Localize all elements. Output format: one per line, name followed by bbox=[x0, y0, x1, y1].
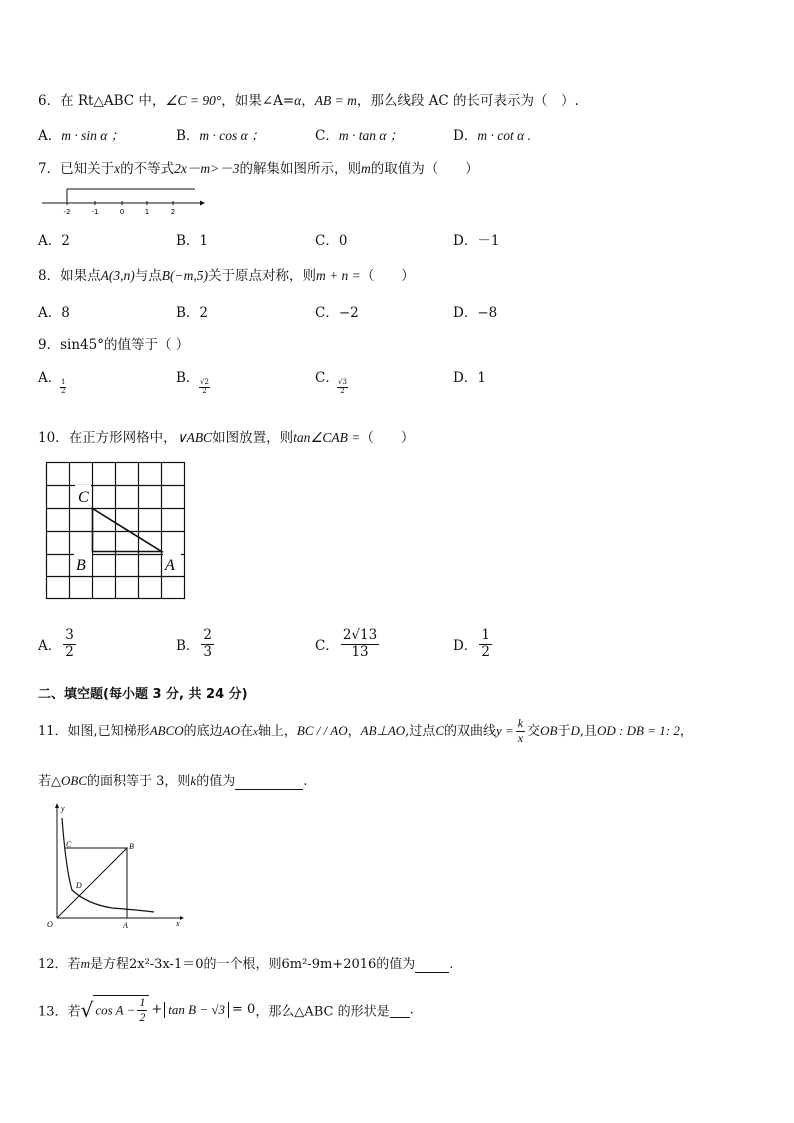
question-11-line2: 若△OBC的面积等于 3，则k的值为 . bbox=[38, 773, 308, 789]
section-heading-fill-blank: 二、填空题(每小题 3 分, 共 24 分) bbox=[38, 687, 248, 702]
label-c: C bbox=[78, 489, 89, 506]
answer-blank-12[interactable] bbox=[415, 957, 449, 973]
q8-option-c[interactable]: C．−2 bbox=[315, 305, 359, 321]
question-11: 11．如图,已知梯形ABCO的底边AO在x轴上，BC / / AO，AB⊥AO,过点C的双曲线y = $\frac{k}{x}$ 交OB于D,且OD : DB = 1: 2， bbox=[38, 716, 693, 745]
question-7: 7．已知关于x的不等式2x－m>－3的解集如图所示，则m的取值为（ ） bbox=[38, 161, 479, 177]
q6-option-c[interactable]: C．m · tan α ； bbox=[315, 128, 404, 144]
svg-text:A: A bbox=[123, 921, 128, 930]
tick-label: -2 bbox=[63, 208, 71, 216]
q7-option-d[interactable]: D．－1 bbox=[453, 233, 500, 249]
triangle-abc bbox=[93, 509, 162, 552]
tick-label: 2 bbox=[170, 208, 176, 216]
tick-label: -1 bbox=[91, 208, 99, 216]
svg-text:y: y bbox=[61, 804, 65, 813]
q9-c-fraction: $\frac{√3}{2}$ bbox=[338, 378, 347, 395]
label-a: A bbox=[165, 557, 175, 574]
question-8: 8．如果点A(3,n)与点B(−m,5)关于原点对称，则m + n =（ ） bbox=[38, 268, 415, 284]
q8-option-d[interactable]: D．−8 bbox=[453, 305, 498, 321]
number-line-figure bbox=[40, 184, 205, 216]
svg-text:B: B bbox=[129, 842, 134, 851]
svg-text:C: C bbox=[66, 840, 72, 849]
answer-blank-13[interactable] bbox=[390, 1002, 410, 1018]
tick-label: 0 bbox=[119, 208, 125, 216]
q9-option-a[interactable]: A． bbox=[38, 370, 62, 386]
q9-b-fraction: $\frac{√2}{2}$ bbox=[200, 378, 209, 395]
tick-label: 1 bbox=[144, 208, 150, 216]
q10-option-c[interactable]: C． $\frac{2√13}{13}$ bbox=[315, 627, 378, 660]
q9-option-b[interactable]: B． bbox=[176, 370, 200, 386]
q10-option-d[interactable]: D． $\frac{1}{2}$ bbox=[453, 627, 490, 660]
svg-text:O: O bbox=[47, 920, 53, 929]
q8-option-b[interactable]: B．2 bbox=[176, 305, 209, 321]
number-line-arrow bbox=[200, 201, 205, 206]
svg-text:D: D bbox=[76, 881, 82, 890]
q10-option-a[interactable]: A． $\frac{3}{2}$ bbox=[38, 627, 74, 660]
question-13: 13．若√ cos A − $\frac{1}{2}$ + tan B − √3 = 0，那么△ABC 的形状是 . bbox=[38, 995, 414, 1024]
square-grid bbox=[47, 463, 185, 599]
q8-option-a[interactable]: A．8 bbox=[38, 305, 70, 321]
q6-option-b[interactable]: B．m · cos α ； bbox=[176, 128, 265, 144]
question-6: 6．在 Rt△ABC 中，∠C = 90°，如果∠A=α，AB = m，那么线段 AC 的长可表示为（ ）. bbox=[38, 93, 579, 109]
q7-option-a[interactable]: A．2 bbox=[38, 233, 70, 249]
q10-option-b[interactable]: B． $\frac{2}{3}$ bbox=[176, 627, 213, 660]
trapezoid-sides bbox=[57, 848, 127, 918]
q9-option-d[interactable]: D．1 bbox=[453, 370, 486, 386]
hyperbola-curve bbox=[62, 818, 154, 912]
q7-option-b[interactable]: B．1 bbox=[176, 233, 209, 249]
question-10: 10．在正方形网格中，∨ABC如图放置，则tan∠CAB =（ ） bbox=[38, 430, 415, 446]
question-12: 12．若m是方程2x²-3x-1＝0的一个根，则6m²-9m+2016的值为 . bbox=[38, 956, 454, 972]
grid-figure bbox=[45, 461, 187, 603]
label-b: B bbox=[76, 557, 86, 574]
q9-option-c[interactable]: C． bbox=[315, 370, 339, 386]
q9-a-fraction: $\frac{1}{2}$ bbox=[61, 378, 66, 395]
question-9: 9．sin45°的值等于（ ） bbox=[38, 337, 190, 353]
q6-option-a[interactable]: A．m · sin α ； bbox=[38, 128, 125, 144]
q7-option-c[interactable]: C．0 bbox=[315, 233, 348, 249]
q6-option-d[interactable]: D．m · cot α . bbox=[453, 128, 531, 144]
svg-text:x: x bbox=[176, 919, 180, 928]
hyperbola-graph bbox=[42, 800, 187, 932]
answer-blank-11[interactable] bbox=[235, 774, 303, 790]
